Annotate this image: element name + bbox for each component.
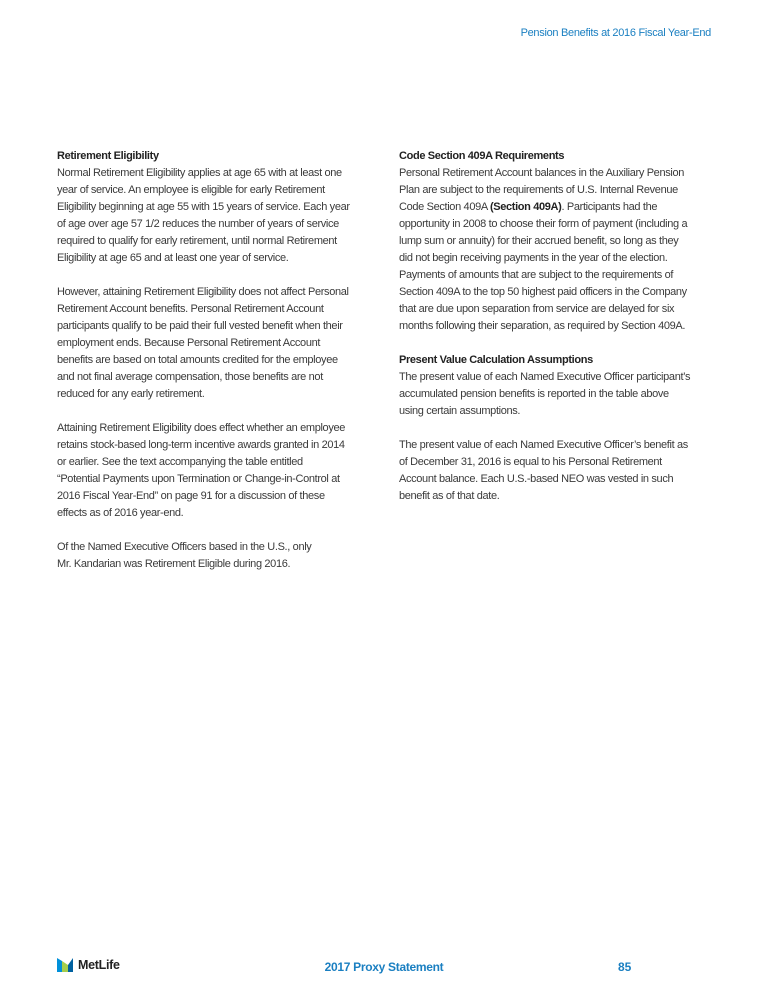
text-line: employment ends. Because Personal Retirement Account	[57, 337, 321, 349]
text-segment: Code Section 409A	[399, 201, 490, 213]
text-line: using certain assumptions.	[399, 405, 521, 417]
page-number: 85	[618, 960, 632, 974]
text-line: 2016 Fiscal Year-End” on page 91 for a discussion of these	[57, 490, 325, 502]
paragraph	[57, 165, 377, 267]
text-line	[399, 199, 719, 216]
section-heading: Code Section 409A Requirements	[399, 150, 565, 162]
text-line: benefit as of that date.	[399, 490, 500, 502]
running-header: Pension Benefits at 2016 Fiscal Year-End	[520, 27, 711, 39]
text-line: accumulated pension benefits is reported in the table above	[399, 388, 669, 400]
text-line: Eligibility beginning at age 55 with 15 years of service. Each year	[57, 201, 350, 213]
text-line: required to qualify for early retirement, until normal Retirement	[57, 235, 337, 247]
paragraph	[57, 420, 377, 522]
text-line: opportunity in 2008 to choose their form of payment (including a	[399, 218, 688, 230]
text-line: Retirement Account benefits. Personal Retirement Account	[57, 303, 324, 315]
text-line: of age over age 57 1/2 reduces the number of years of service	[57, 218, 339, 230]
text-line: months following their separation, as required by Section 409A.	[399, 320, 686, 332]
text-line: Mr. Kandarian was Retirement Eligible during 2016.	[57, 558, 291, 570]
text-line: lump sum or annuity) for their accrued benefit, so long as they	[399, 235, 679, 247]
text-line: participants qualify to be paid their full vested benefit when their	[57, 320, 343, 332]
text-line: However, attaining Retirement Eligibility does not affect Personal	[57, 286, 349, 298]
text-line: benefits are based on total amounts credited for the employee	[57, 354, 338, 366]
bold-term: (Section 409A)	[489, 201, 562, 213]
text-line: did not begin receiving payments in the year of the election.	[399, 252, 668, 264]
text-line: retains stock-based long-term incentive awards granted in 2014	[57, 439, 345, 451]
logo-text: MetLife	[78, 958, 120, 972]
section	[399, 148, 719, 335]
section	[57, 148, 377, 573]
page-footer	[0, 958, 768, 978]
text-line: of December 31, 2016 is equal to his Personal Retirement	[399, 456, 662, 468]
paragraph	[57, 539, 377, 573]
footer-title: 2017 Proxy Statement	[324, 960, 444, 974]
text-line: or earlier. See the text accompanying the table entitled	[57, 456, 303, 468]
text-line: reduced for any early retirement.	[57, 388, 205, 400]
left-column	[57, 148, 377, 590]
right-column	[399, 148, 719, 522]
text-line: Payments of amounts that are subject to the requirements of	[399, 269, 674, 281]
text-line: effects as of 2016 year-end.	[57, 507, 184, 519]
paragraph	[399, 369, 719, 420]
text-segment: . Participants had the	[561, 201, 658, 213]
text-line: that are due upon separation from service are delayed for six	[399, 303, 675, 315]
text-line: year of service. An employee is eligible for early Retirement	[57, 184, 325, 196]
text-line: Section 409A to the top 50 highest paid officers in the Company	[399, 286, 687, 298]
text-line: The present value of each Named Executive Officer’s benefit as	[399, 439, 688, 451]
text-line: Normal Retirement Eligibility applies at age 65 with at least one	[57, 167, 342, 179]
text-line: Account balance. Each U.S.-based NEO was vested in such	[399, 473, 674, 485]
text-line: “Potential Payments upon Termination or Change-in-Control at	[57, 473, 340, 485]
paragraph	[399, 165, 719, 335]
section	[399, 352, 719, 505]
paragraph	[399, 437, 719, 505]
text-line: and not final average compensation, those benefits are not	[57, 371, 323, 383]
section-heading: Retirement Eligibility	[57, 150, 159, 162]
text-line: Plan are subject to the requirements of U.S. Internal Revenue	[399, 184, 678, 196]
text-line: Eligibility at age 65 and at least one year of service.	[57, 252, 289, 264]
section-heading: Present Value Calculation Assumptions	[399, 354, 593, 366]
text-line: Personal Retirement Account balances in the Auxiliary Pension	[399, 167, 684, 179]
text-line: The present value of each Named Executive Officer participant’s	[399, 371, 691, 383]
paragraph	[57, 284, 377, 403]
text-line: Of the Named Executive Officers based in the U.S., only	[57, 541, 312, 553]
text-line: Attaining Retirement Eligibility does effect whether an employee	[57, 422, 346, 434]
